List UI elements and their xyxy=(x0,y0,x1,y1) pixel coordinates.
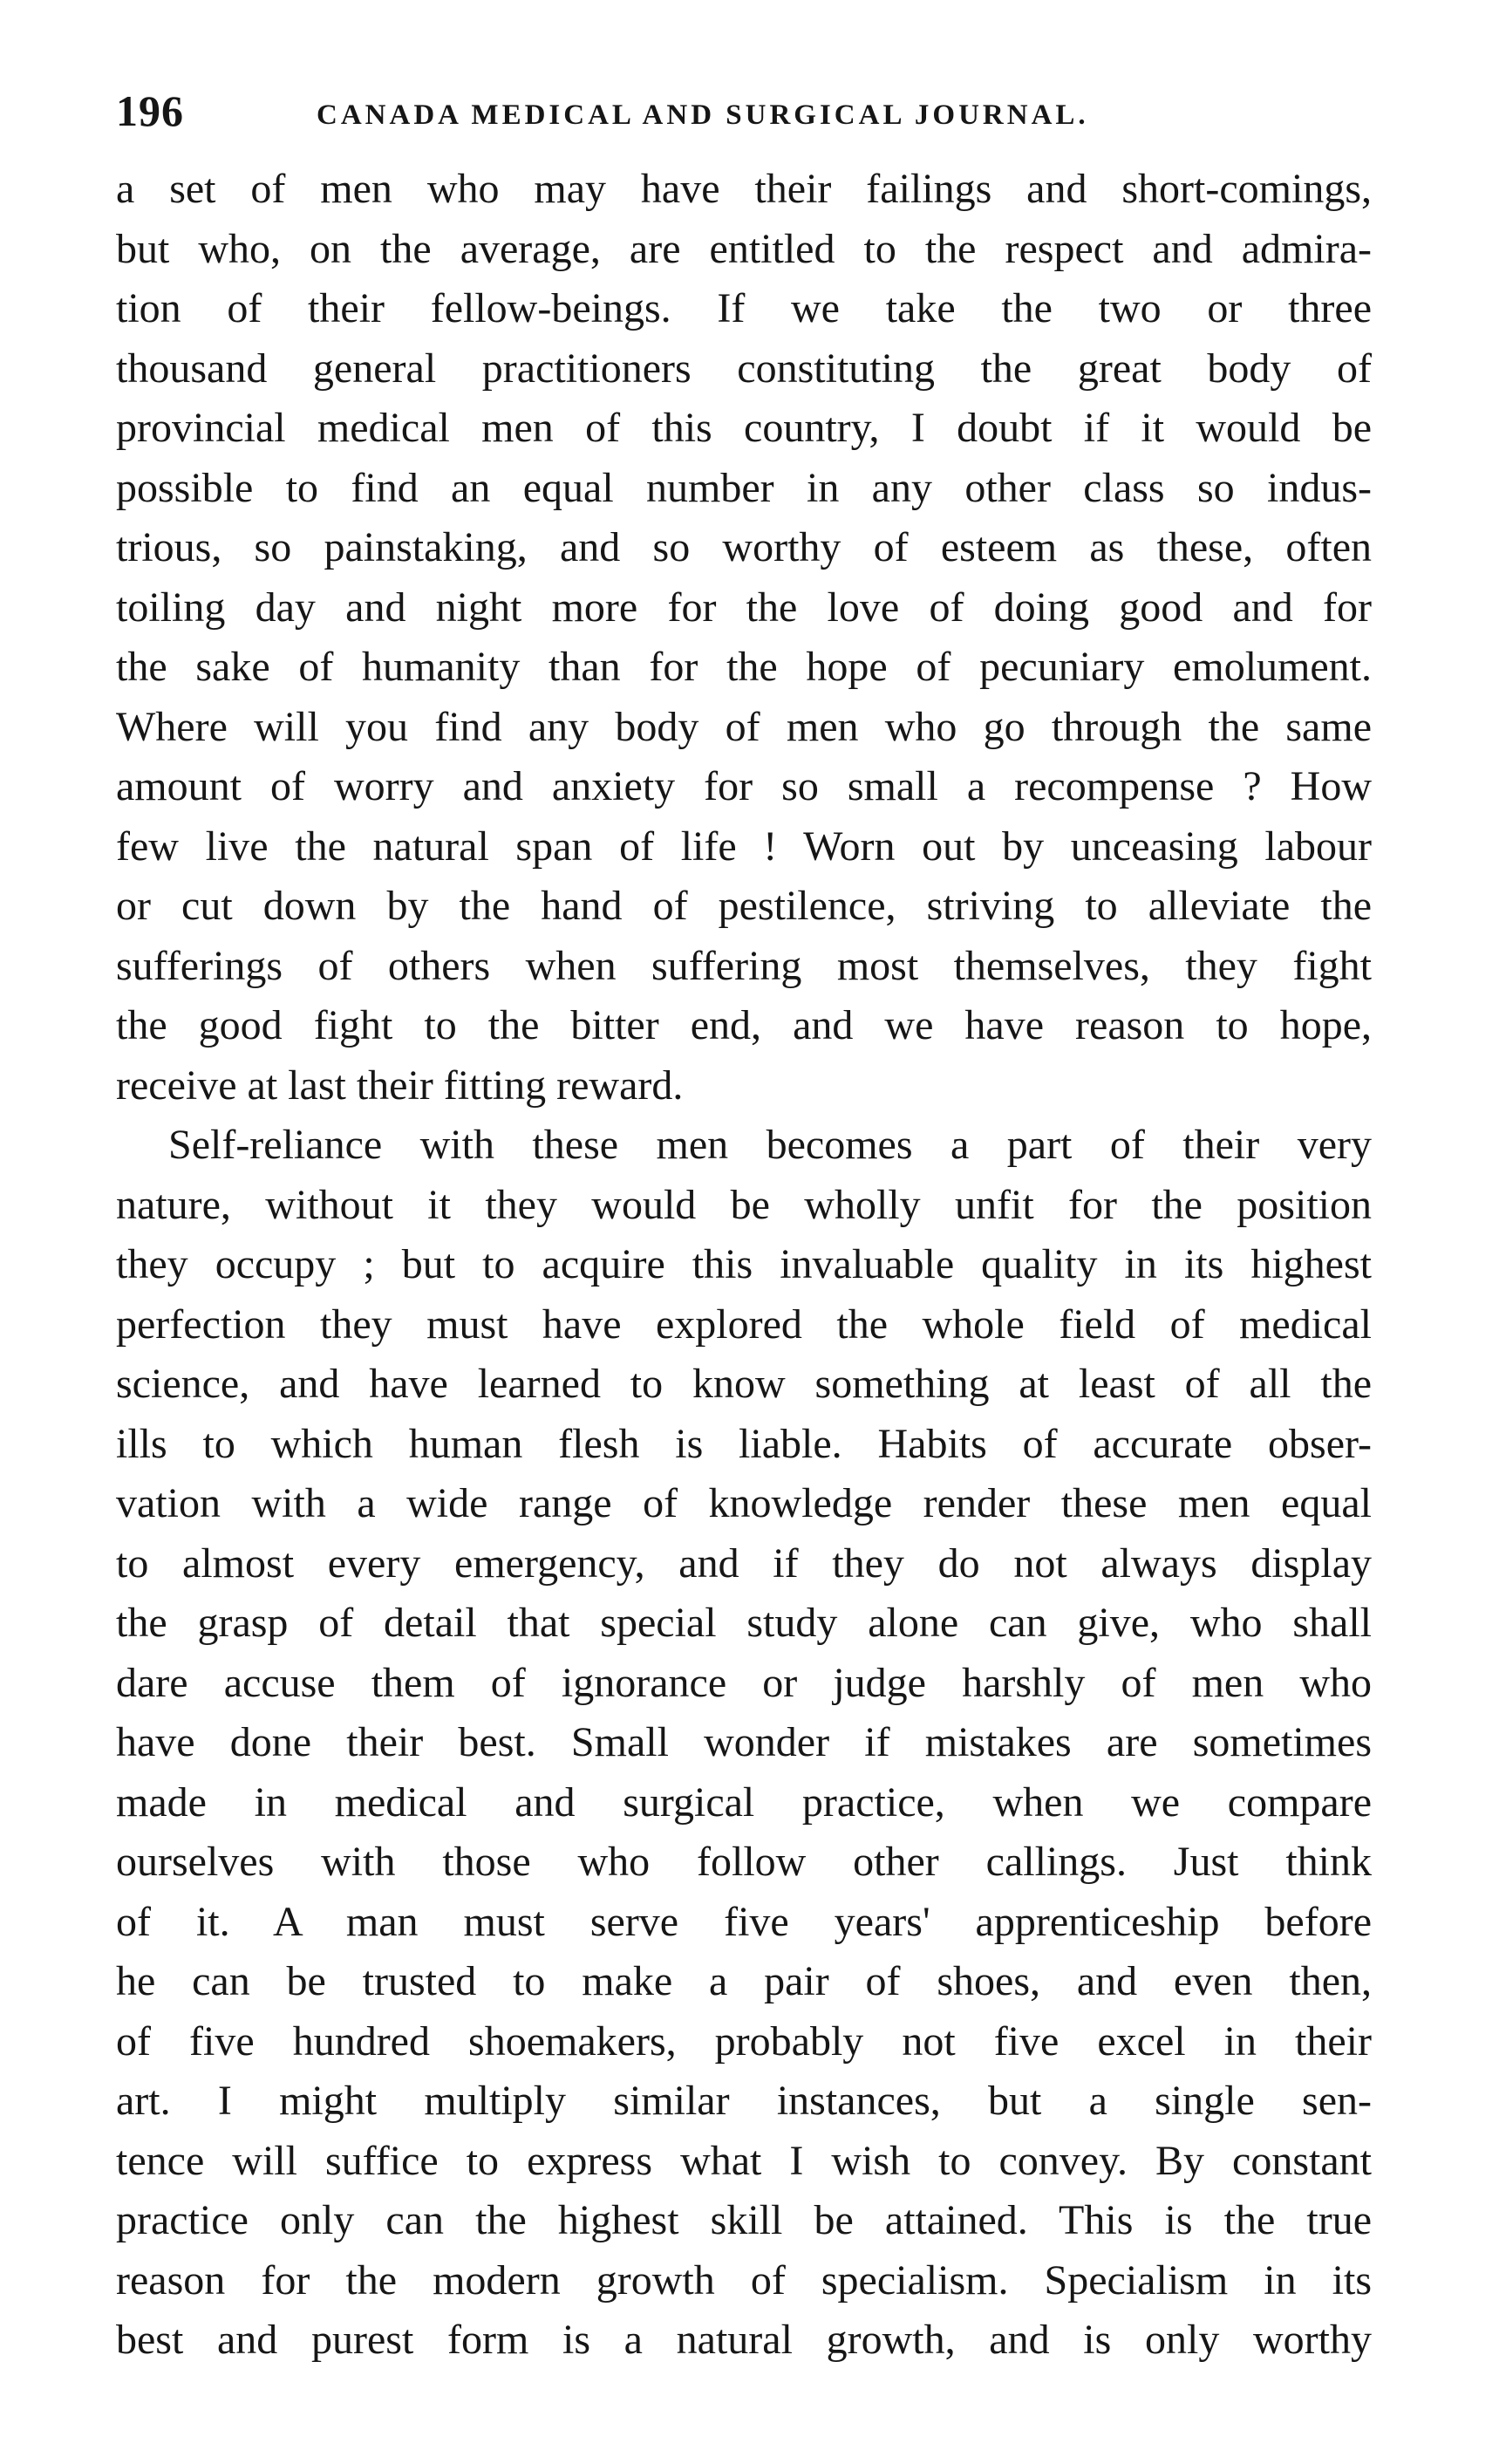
text-line: perfection they must have explored the whole field of medical xyxy=(116,1300,1372,1348)
text-line: few live the natural span of life ! Worn out by unceasing labour xyxy=(116,822,1372,870)
text-line: science, and have learned to know something at least of all the xyxy=(116,1361,1372,1407)
text-line: Where will you find any body of men who go through the same xyxy=(116,703,1372,750)
text-line: vation with a wide range of knowledge render these men equal xyxy=(116,1480,1372,1526)
text-line: or cut down by the hand of pestilence, striving to alleviate the xyxy=(116,883,1372,929)
text-line: practice only can the highest skill be attained. This is the true xyxy=(116,2197,1372,2243)
text-line: ourselves with those who follow other callings. Just think xyxy=(116,1839,1372,1885)
text-line: best and purest form is a natural growth, and is only worthy xyxy=(116,2317,1372,2363)
text-line: a set of men who may have their failings and short-comings, xyxy=(116,166,1372,212)
text-line: of five hundred shoemakers, probably not five excel in their xyxy=(116,2017,1372,2065)
text-line: art. I might multiply similar instances, but a single sen- xyxy=(116,2078,1372,2124)
text-line: reason for the modern growth of specialism. Specialism in its xyxy=(116,2256,1372,2304)
text-line: the good fight to the bitter end, and we have reason to hope, xyxy=(116,1002,1372,1048)
text-line: nature, without it they would be wholly unfit for the position xyxy=(116,1181,1372,1228)
text-line: tence will suffice to express what I wish to convey. By constant xyxy=(116,2137,1372,2184)
body-text xyxy=(116,160,1372,2371)
text-line: sufferings of others when suffering most themselves, they fight xyxy=(116,942,1372,989)
text-line: the grasp of detail that special study alone can give, who shall xyxy=(116,1600,1372,1646)
text-line: thousand general practitioners constituting the great body of xyxy=(116,345,1372,392)
text-line: amount of worry and anxiety for so small a recompense ? How xyxy=(116,763,1372,809)
text-line: made in medical and surgical practice, when we compare xyxy=(116,1778,1372,1826)
text-line: have done their best. Small wonder if mistakes are sometimes xyxy=(116,1719,1372,1765)
text-line: provincial medical men of this country, I doubt if it would be xyxy=(116,405,1372,451)
text-line: trious, so painstaking, and so worthy of esteem as these, often xyxy=(116,524,1372,570)
text-line-paragraph-end: receive at last their fitting reward. xyxy=(116,1061,684,1109)
text-line: dare accuse them of ignorance or judge harshly of men who xyxy=(116,1659,1372,1706)
text-line: of it. A man must serve five years' apprenticeship before xyxy=(116,1898,1372,1945)
text-line: the sake of humanity than for the hope of pecuniary emolument. xyxy=(116,644,1372,690)
text-line: he can be trusted to make a pair of shoes, and even then, xyxy=(116,1958,1372,2004)
text-line: tion of their fellow-beings. If we take the two or three xyxy=(116,285,1372,331)
text-line: possible to find an equal number in any other class so indus- xyxy=(116,464,1372,511)
text-line: they occupy ; but to acquire this invaluable quality in its highest xyxy=(116,1241,1372,1287)
text-line: ills to which human flesh is liable. Habits of accurate obser- xyxy=(116,1420,1372,1467)
text-line: toiling day and night more for the love of doing good and for xyxy=(116,584,1372,631)
journal-title: CANADA MEDICAL AND SURGICAL JOURNAL. xyxy=(317,99,1089,131)
running-header xyxy=(116,80,1372,141)
text-line: but who, on the average, are entitled to the respect and admira- xyxy=(116,225,1372,272)
text-line: to almost every emergency, and if they do not always display xyxy=(116,1539,1372,1587)
text-line-paragraph-start: Self-reliance with these men becomes a part of their very xyxy=(168,1122,1372,1168)
page-number: 196 xyxy=(116,86,184,135)
